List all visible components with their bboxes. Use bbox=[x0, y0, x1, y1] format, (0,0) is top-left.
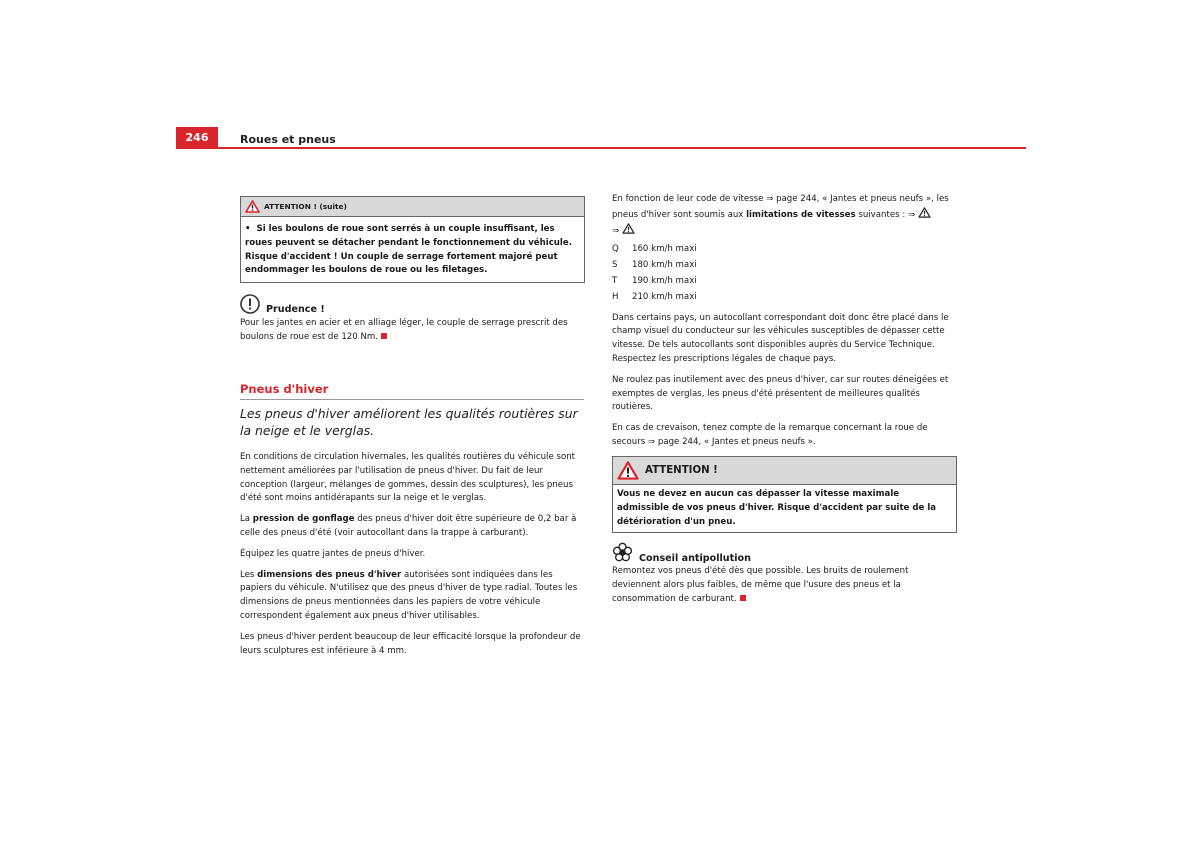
right-body bbox=[612, 193, 956, 457]
environment-title: Conseil antipollution bbox=[639, 553, 751, 564]
speed-value: 160 km/h maxi bbox=[632, 244, 697, 255]
paragraph-pressure bbox=[240, 513, 584, 541]
arrow: ⇒ bbox=[612, 225, 620, 236]
warning-triangle-icon bbox=[245, 200, 260, 213]
speed-row bbox=[612, 242, 956, 258]
text: En fonction de leur code de vitesse ⇒ page 244, « Jantes et pneus neufs », les pneus d'hiver sont soumis aux bbox=[612, 194, 949, 220]
paragraph: Dans certains pays, un autocollant correspondant doit donc être placé dans le champ visuel du conducteur sur les véhicules susceptibles de dépasser cette vitesse. De tels autocollants sont disponibles auprès du Service Technique. Respectez les prescriptions légales de chaque pays. bbox=[612, 312, 949, 364]
paragraph: Équipez les quatre jantes de pneus d'hiver. bbox=[240, 548, 426, 559]
paragraph-intro bbox=[612, 193, 956, 238]
bold-term: pression de gonflage bbox=[252, 514, 355, 525]
text: La bbox=[240, 514, 253, 525]
attention-box bbox=[612, 456, 957, 533]
speed-row bbox=[612, 258, 956, 274]
warning-triangle-icon bbox=[622, 223, 635, 234]
speed-code: Q bbox=[612, 244, 619, 255]
header-rule bbox=[176, 147, 1026, 149]
flower-icon bbox=[612, 542, 633, 563]
speed-code: H bbox=[612, 291, 619, 302]
speed-code: S bbox=[612, 260, 618, 271]
speed-list bbox=[612, 242, 956, 305]
left-body bbox=[240, 451, 584, 665]
speed-row bbox=[612, 290, 956, 306]
paragraph-dimensions bbox=[240, 569, 584, 624]
text: Les bbox=[240, 569, 258, 580]
paragraph: En conditions de circulation hivernales, les qualités routières du véhicule sont nettement améliorées par l'utilisation de pneus d'hiver. Du fait de leur conception (largeur, mélanges de gommes, dessin des sculptures), les pneus d'été sont moins antidérapants sur la neige et le verglas. bbox=[240, 452, 576, 504]
speed-value: 210 km/h maxi bbox=[632, 291, 697, 302]
prudence-title: Prudence ! bbox=[266, 304, 325, 315]
speed-value: 190 km/h maxi bbox=[632, 275, 697, 286]
speed-value: 180 km/h maxi bbox=[632, 260, 697, 271]
end-square-icon bbox=[740, 595, 746, 601]
warning-triangle-icon bbox=[918, 207, 931, 218]
section-lead: Les pneus d'hiver améliorent les qualités routières sur la neige et le verglas. bbox=[240, 406, 578, 438]
text: des pneus d'hiver doit être supérieure de 0,2 bar à celle des pneus d'été (voir autocollant dans la trappe à carburant). bbox=[240, 514, 577, 538]
attention-body: Vous ne devez en aucun cas dépasser la vitesse maximale admissible de vos pneus d'hiver. Risque d'accident par suite de la détérioration d'un pneu. bbox=[617, 489, 937, 527]
attention-continued-body bbox=[241, 217, 584, 282]
end-square-icon bbox=[381, 333, 387, 339]
prudence-text bbox=[240, 317, 584, 345]
prudence-text-content: Pour les jantes en acier et en alliage léger, le couple de serrage prescrit des boulons de roue est de 120 Nm. bbox=[240, 318, 568, 342]
prudence-block bbox=[240, 292, 584, 352]
attention-continued-title: ATTENTION ! (suite) bbox=[264, 202, 347, 211]
paragraph: Ne roulez pas inutilement avec des pneus d'hiver, car sur routes déneigées et exemptes de verglas, les pneus d'été présentent de meilleures qualités routières. bbox=[612, 374, 949, 413]
chapter-title: Roues et pneus bbox=[240, 133, 336, 146]
paragraph: En cas de crevaison, tenez compte de la remarque concernant la roue de secours ⇒ page 244, « Jantes et pneus neufs ». bbox=[612, 423, 928, 447]
bold-term: dimensions des pneus d'hiver bbox=[257, 569, 402, 580]
paragraph: Les pneus d'hiver perdent beaucoup de leur efficacité lorsque la profondeur de leurs sculptures est inférieure à 4 mm. bbox=[240, 631, 581, 656]
text: suivantes : ⇒ bbox=[855, 209, 916, 220]
environment-text bbox=[612, 565, 956, 606]
attention-title: ATTENTION ! bbox=[645, 465, 718, 476]
page-number: 246 bbox=[176, 127, 218, 149]
bullet: • bbox=[245, 224, 251, 234]
attention-header bbox=[613, 457, 956, 485]
attention-continued-box bbox=[240, 196, 585, 283]
attention-continued-header bbox=[241, 197, 584, 217]
warning-triangle-icon bbox=[617, 461, 639, 480]
text: autorisées sont indiquées dans les papiers du véhicule. N'utilisez que des pneus d'hiver de type radial. Toutes les dimensions de pneus mentionnées dans les papiers de votre véhicule correspondent également aux pneus d'hiver utilisables. bbox=[240, 569, 578, 621]
section-title: Pneus d'hiver bbox=[240, 382, 584, 400]
bold-term: limitations de vitesses bbox=[746, 209, 856, 220]
speed-code: T bbox=[612, 275, 618, 286]
speed-row bbox=[612, 274, 956, 290]
attention-continued-text: Si les boulons de roue sont serrés à un couple insuffisant, les roues peuvent se détacher pendant le fonctionnement du véhicule. Risque d'accident ! Un couple de serrage fortement majoré peut endommager les boulons de roue ou les filetages. bbox=[245, 224, 572, 276]
caution-circle-icon bbox=[240, 294, 260, 314]
environment-block bbox=[612, 541, 956, 613]
environment-text-content: Remontez vos pneus d'été dès que possible. Les bruits de roulement deviennent alors plus faibles, de même que l'usure des pneus et la consommation de carburant. bbox=[612, 566, 909, 604]
